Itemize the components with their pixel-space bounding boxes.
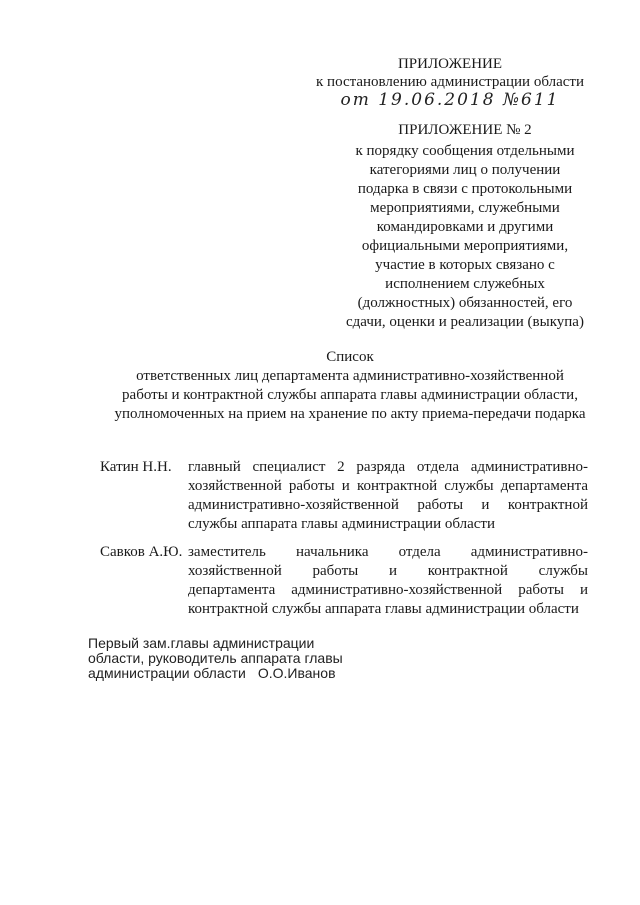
list-title-line: работы и контрактной службы аппарата главы администрации области,	[122, 387, 578, 403]
list-title-line: уполномоченных на прием на хранение по акту приема-передачи подарка	[114, 406, 586, 422]
list-title-block	[100, 348, 600, 424]
person-description-line: департамента административно-хозяйственной работы и	[188, 582, 588, 598]
header-subtitle: к постановлению администрации области	[316, 74, 584, 90]
person-description	[188, 458, 588, 534]
signer-name: О.О.Иванов	[257, 665, 336, 681]
signature-line: области, руководитель аппарата главы	[88, 650, 343, 666]
person-description-line: службы аппарата главы администрации области	[188, 516, 495, 532]
appendix-title: ПРИЛОЖЕНИЕ № 2	[398, 122, 532, 138]
list-title-line: ответственных лиц департамента административно-хозяйственной	[136, 368, 564, 384]
appendix-line: сдачи, оценки и реализации (выкупа)	[346, 314, 584, 330]
appendix-line: участие в которых связано с	[375, 257, 555, 273]
appendix-line: категориями лиц о получении	[369, 162, 561, 178]
appendix-line: подарка в связи с протокольными	[357, 181, 573, 197]
handwritten-date: от 19.06.2018 №611	[340, 90, 560, 110]
appendix-line: командировками и другими	[376, 219, 554, 235]
list-heading: Список	[326, 349, 374, 365]
person-name: Катин Н.Н.	[100, 459, 172, 475]
person-name: Савков А.Ю.	[100, 544, 183, 560]
appendix-block	[345, 121, 585, 332]
person-description-line: контрактной службы аппарата главы администрации области	[188, 601, 579, 617]
appendix-line: мероприятиями, служебными	[370, 200, 560, 216]
appendix-line: исполнением служебных	[385, 276, 545, 292]
appendix-line: к порядку сообщения отдельными	[355, 143, 575, 159]
header-block	[300, 55, 600, 109]
signature-line: Первый зам.главы администрации	[88, 635, 315, 651]
person-description-line: главный специалист 2 разряда отдела административно-	[188, 459, 588, 475]
person-description-line: административно-хозяйственной работы и контрактной	[188, 497, 588, 513]
person-description	[188, 543, 588, 619]
person-description-line: хозяйственной работы и контрактной службы департамента	[188, 478, 588, 494]
signature-block	[88, 636, 343, 681]
person-description-line: заместитель начальника отдела административно-	[188, 544, 588, 560]
appendix-line: официальными мероприятиями,	[361, 238, 569, 254]
signature-line: администрации области	[88, 665, 246, 681]
header-title: ПРИЛОЖЕНИЕ	[397, 56, 503, 72]
person-description-line: хозяйственной работы и контрактной службы	[188, 563, 588, 579]
appendix-line: (должностных) обязанностей, его	[357, 295, 573, 311]
